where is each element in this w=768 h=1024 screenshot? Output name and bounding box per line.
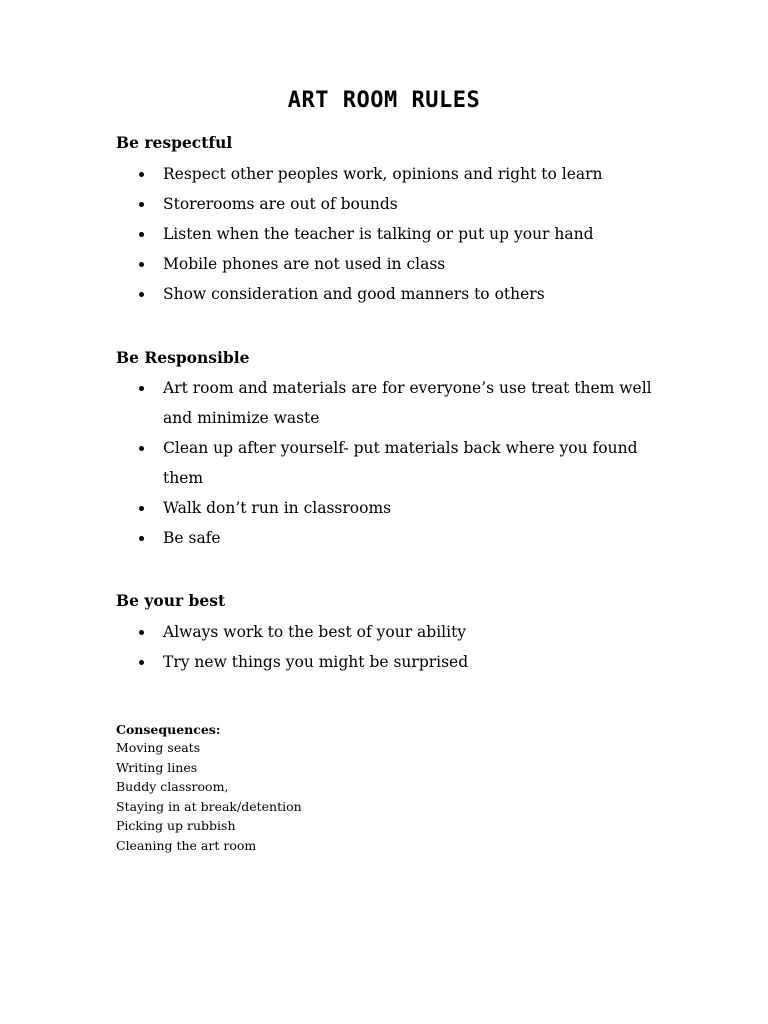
consequence-item: Picking up rubbish: [116, 818, 236, 834]
list-item: [116, 493, 656, 523]
list-item: [116, 189, 656, 219]
consequences-heading: Consequences:: [116, 722, 221, 737]
list-item: [116, 159, 656, 189]
consequence-item: Moving seats: [116, 740, 201, 755]
list-item: [116, 373, 656, 433]
list-item: [116, 523, 656, 553]
rules-list-respectful: [116, 159, 656, 309]
list-item: [116, 617, 656, 647]
list-item: [116, 647, 656, 677]
list-item-text: Respect other peoples work, opinions and right to learn: [163, 165, 603, 183]
page-title: ART ROOM RULES: [287, 88, 481, 113]
bullet-icon: [139, 202, 144, 207]
list-item: [116, 249, 656, 279]
list-item-text: Walk don’t run in classrooms: [163, 499, 392, 517]
list-item: [116, 433, 656, 493]
bullet-icon: [139, 172, 144, 177]
list-item-text: Clean up after yourself- put materials back where you found them: [163, 439, 638, 487]
list-item-text: Always work to the best of your ability: [163, 623, 467, 641]
list-item: [116, 279, 656, 309]
consequence-item: Writing lines: [116, 759, 198, 775]
rules-list-best: [116, 617, 656, 677]
section-heading-responsible: Be Responsible: [116, 348, 250, 367]
list-item-text: Storerooms are out of bounds: [163, 195, 398, 213]
section-heading-best: Be your best: [116, 591, 226, 610]
list-item-text: Show consideration and good manners to others: [163, 285, 545, 303]
bullet-icon: [139, 262, 144, 267]
consequences-list: [116, 738, 302, 856]
list-item-text: Listen when the teacher is talking or put up your hand: [163, 225, 594, 243]
section-heading-respectful: Be respectful: [116, 133, 233, 152]
bullet-icon: [139, 386, 144, 391]
list-item-text: Mobile phones are not used in class: [163, 255, 446, 273]
bullet-icon: [139, 536, 144, 541]
consequence-item: Staying in at break/detention: [116, 798, 302, 814]
bullet-icon: [139, 660, 144, 665]
consequence-item: Buddy classroom,: [116, 779, 229, 795]
bullet-icon: [139, 232, 144, 237]
list-item-text: Art room and materials are for everyone’s use treat them well and minimize waste: [163, 379, 652, 427]
list-item: [116, 219, 656, 249]
consequence-item: Cleaning the art room: [116, 837, 257, 853]
bullet-icon: [139, 506, 144, 511]
rules-list-responsible: [116, 373, 656, 553]
list-item-text: Try new things you might be surprised: [163, 653, 469, 671]
bullet-icon: [139, 630, 144, 635]
list-item-text: Be safe: [163, 529, 221, 547]
bullet-icon: [139, 292, 144, 297]
bullet-icon: [139, 446, 144, 451]
